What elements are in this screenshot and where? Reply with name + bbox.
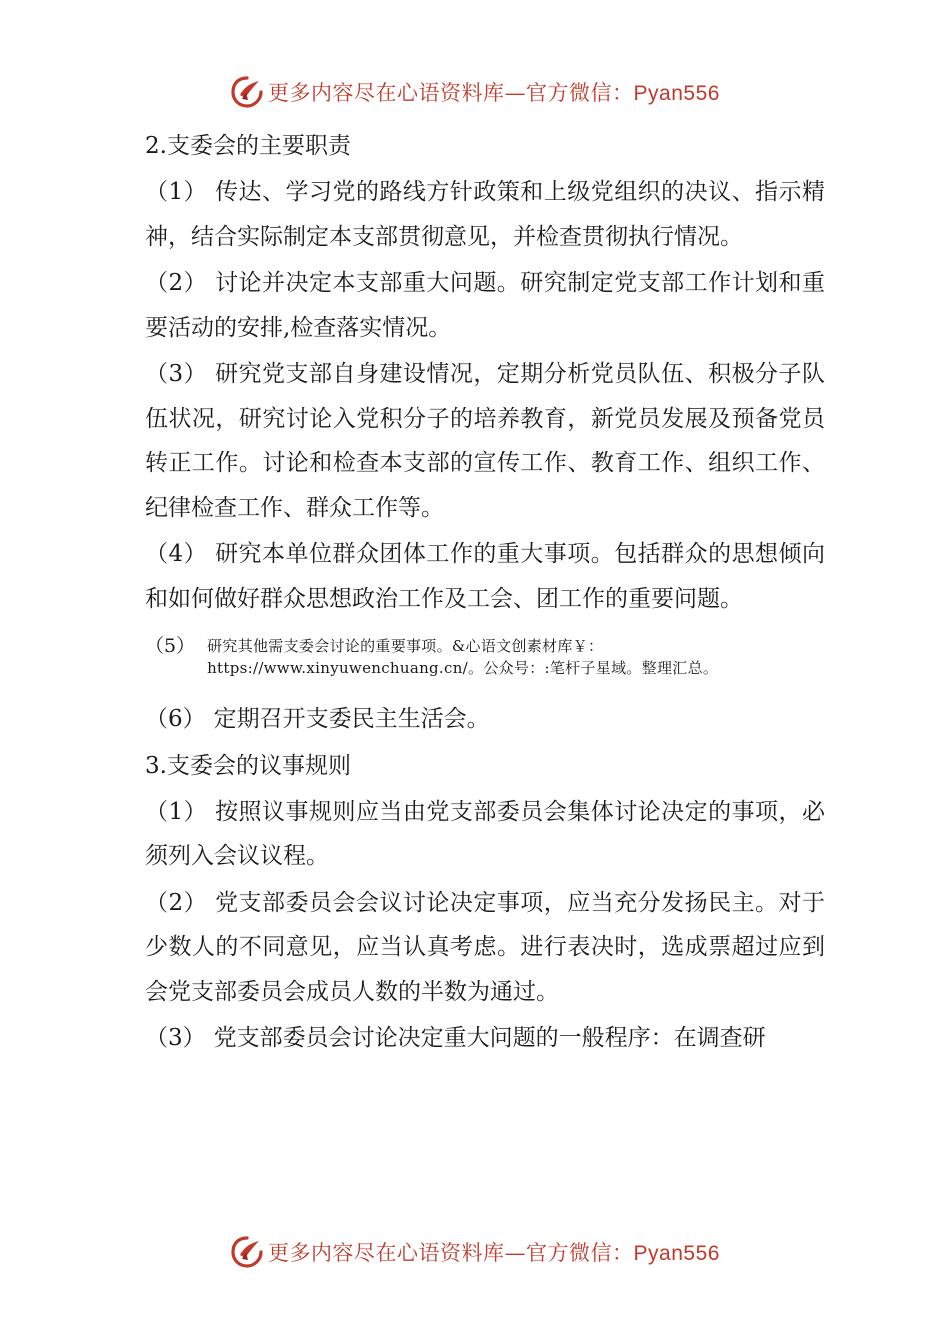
section-3-item-1: （1） 按照议事规则应当由党支部委员会集体讨论决定的事项，必须列入会议议程。 — [145, 798, 826, 869]
section-2-item-2: （2） 讨论并决定本支部重大问题。研究制定党支部工作计划和重要活动的安排,检查落实情况。 — [145, 270, 826, 341]
section-2-item-3: （3） 研究党支部自身建设情况，定期分析党员队伍、积极分子队伍状况，研究讨论入党积分子的培养教育，新党员发展及预备党员转正工作。讨论和检查本支部的宣传工作、教育工作、组织工作、纪律检查工作、群众工作等。 — [145, 361, 826, 521]
section-2-title: 2.支委会的主要职责 — [145, 133, 351, 159]
brush-seal-icon — [230, 75, 264, 109]
section-2-item-6: （6） 定期召开支委民主生活会。 — [145, 706, 490, 732]
banner-text: 更多内容尽在心语资料库—官方微信：Pyan556 — [268, 1241, 720, 1265]
section-3-title: 3.支委会的议事规则 — [145, 752, 351, 779]
section-3-item-3: （3） 党支部委员会讨论决定重大问题的一般程序：在调查研 — [145, 1025, 766, 1051]
section-2-item-1: （1） 传达、学习党的路线方针政策和上级党组织的决议、指示精神，结合实际制定本支部贯彻意见，并检查贯彻执行情况。 — [145, 179, 826, 250]
wechat-account: Pyan556 — [633, 82, 720, 105]
brush-seal-icon — [230, 1235, 264, 1269]
header-banner — [0, 72, 950, 112]
section-2-item-5-note: （5） 研究其他需支委会讨论的重要事项。&心语文创素材库￥：https://www.xinyuwenchuang.cn/。公众号：:笔杆子星域。整理汇总。 — [145, 635, 825, 679]
banner-text: 更多内容尽在心语资料库—官方微信：Pyan556 — [268, 81, 720, 105]
section-2-item-4: （4） 研究本单位群众团体工作的重大事项。包括群众的思想倾向和如何做好群众思想政治工作及工会、团工作的重要问题。 — [145, 541, 826, 612]
section-3-item-2: （2） 党支部委员会会议讨论决定事项，应当充分发扬民主。对于少数人的不同意见，应当认真考虑。进行表决时，选成票超过应到会党支部委员会成员人数的半数为通过。 — [145, 889, 826, 1005]
footer-banner — [0, 1232, 950, 1272]
document-body — [145, 124, 825, 1063]
note-text: 研究其他需支委会讨论的重要事项。&心语文创素材库￥：https://www.xinyuwenchuang.cn/。公众号：:笔杆子星域。整理汇总。 — [207, 637, 719, 677]
wechat-account: Pyan556 — [633, 1242, 720, 1265]
